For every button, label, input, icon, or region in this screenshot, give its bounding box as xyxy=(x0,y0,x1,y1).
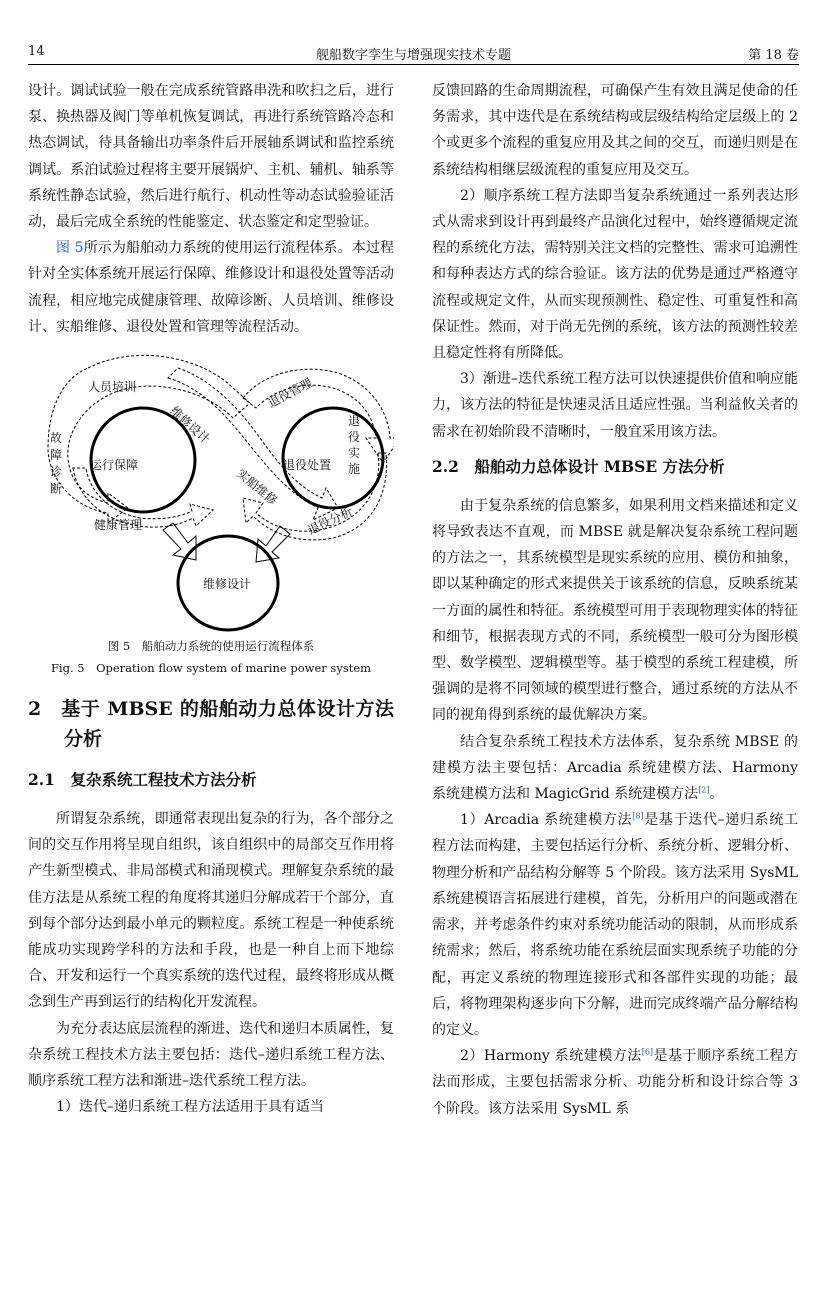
figure-reference-link[interactable]: 图 5 xyxy=(56,240,84,257)
subsection-heading: 2.1 复杂系统工程技术方法分析 xyxy=(28,770,257,790)
citation-link[interactable]: [6] xyxy=(641,1047,654,1057)
down-arrow-right xyxy=(256,526,290,562)
subsection-heading: 2.2 船舶动力总体设计 MBSE 方法分析 xyxy=(432,456,725,476)
paragraph-text: 是基于顺序系统工程方法而形成，主要包括需求分析、功能分析和设计综合等 3 个阶段。该方法采用 SysML 系 xyxy=(432,1048,798,1117)
paragraph: 由于复杂系统的信息繁多，如果利用文档来描述和定义将导致表达不直观，而 MBSE 就是解决复杂系统工程问题的方法之一，其系统模型是现实系统的应用、模仿和抽象，即以某种确定的形式来提供关于该系统的信息，反映系统某一方面的属性和特征。系统模型可用于表现物理实体的特征和细节，根据表现方式的不同，系统模型一般可分为图形模型、数学模型、逻辑模型等。基于模型的系统工程建模，所强调的是将不同领域的模型进行整合，通过系统的方法从不同的视角得到系统的最优解决方案。 xyxy=(432,497,798,724)
paragraph-text: 所示为船舶动力系统的使用运行流程体系。本过程针对全实体系统开展运行保障、维修设计和退役处置等活动流程，相应地完成健康管理、故障诊断、人员培训、维修设计、实船维修、退役处置和管理等流程活动。 xyxy=(28,240,394,335)
paragraph-text: 1）Arcadia 系统建模方法 xyxy=(460,812,633,829)
paragraph-text: 。 xyxy=(709,786,724,803)
fig-label-retire-management: 退役管理 xyxy=(265,375,315,411)
paragraph: 反馈回路的生命周期流程，可确保产生有效且满足使命的任务需求，其中迭代是在系统结构或层级结构给定层级上的 2 个或更多个流程的重复应用及其之间的交互，而递归则是在系统结构相继层级流程的重复应用及交互。 xyxy=(432,83,798,178)
left-outer-arrow xyxy=(48,355,250,523)
fig-label-maintenance-design: 维修设计 xyxy=(203,577,252,592)
citation-link[interactable]: [2] xyxy=(698,785,710,795)
fig-label-maintenance-design-arrow: 维修设计 xyxy=(167,403,213,447)
figure-5 xyxy=(28,348,394,688)
figure-caption-cn: 图 5 船舶动力系统的使用运行流程体系 xyxy=(107,639,315,654)
page-number: 14 xyxy=(28,44,45,59)
paragraph-text: 是基于迭代–递归系统工程方法而构建，主要包括运行分析、系统分析、逻辑分析、物理分析和产品结构分解等 5 个阶段。该方法采用 SysML 系统建模语言拓展进行建模，首先，分析用户的问题或潜在需求，并考虑条件约束对系统功能活动的限制，从而形成系统需求；然后，将系统功能在系统层面实现系统子功能的分配，再定义系统的物理连接形式和各部件实现的功能；最后，将物理架构逐步向下分解，进而完成终端产品分解结构的定义。 xyxy=(432,812,798,1038)
page-header xyxy=(28,42,799,65)
fig-label-retire-disposal: 退役处置 xyxy=(283,458,332,473)
fig-label-retire-implementation: 退役实施 xyxy=(348,414,361,477)
figure-caption-en: Fig. 5 Operation flow system of marine power system xyxy=(50,661,372,676)
paragraph-text: 结合复杂系统工程技术方法体系，复杂系统 MBSE 的建模方法主要包括：Arcadia 系统建模方法、Harmony 系统建模方法和 MagicGrid 系统建模方法 xyxy=(432,733,798,803)
retire-management-arrow xyxy=(243,369,394,463)
paragraph: 3）渐进–迭代系统工程方法可以快速提供价值和响应能力，该方法的特征是快速灵活且适应性强。当利益攸关者的需求在初始阶段不清晰时，一般宜采用该方法。 xyxy=(432,371,798,440)
down-arrow-left xyxy=(163,523,196,560)
volume-label: 第 18 卷 xyxy=(748,48,799,63)
right-column xyxy=(432,78,798,1122)
fig-label-health-management: 健康管理 xyxy=(94,518,143,533)
paragraph: 为充分表达底层流程的渐进、迭代和递归本质属性，复杂系统工程技术方法主要包括：迭代–递归系统工程方法、顺序系统工程方法和渐进–迭代系统工程方法。 xyxy=(28,1020,394,1090)
left-column xyxy=(28,78,394,1120)
section-heading: 2 基于 MBSE 的船舶动力总体设计方法分析 xyxy=(28,698,394,751)
paragraph: 设计。调试试验一般在完成系统管路串洗和吹扫之后，进行泵、换热器及阀门等单机恢复调试，再进行系统管路冷态和热态调试，待具备输出功率条件后开展轴系调试和监控系统调试。系泊试验过程将主要开展锅炉、主机、辅机、轴系等系统性静态试验，然后进行航行、机动性等动态试验验证活动，最后完成全系统的性能鉴定、状态鉴定和定型验证。 xyxy=(28,83,394,231)
fig-label-retire-analysis: 退役分析 xyxy=(305,504,355,538)
fig-label-ship-maintenance: 实船维修 xyxy=(234,466,280,508)
paragraph: 所谓复杂系统，即通常表现出复杂的行为，各个部分之间的交互作用将呈现自组织，该自组织中的局部交互作用将产生新型模式、非局部模式和涌现模式。理解复杂系统的最佳方法是从系统工程的角度将其递归分解成若干个部分，直到每个部分达到最小单元的颗粒度。系统工程是一种使系统能成功实现跨学科的方法和手段，也是一种自上而下地综合、开发和运行一个真实系统的迭代过程，最终将形成从概念到生产再到运行的结构化开发流程。 xyxy=(28,811,394,1011)
journal-title: 舰船数字孪生与增强现实技术专题 xyxy=(315,48,511,63)
fig-label-operation-support: 运行保障 xyxy=(90,458,139,473)
paragraph: 2）顺序系统工程方法即当复杂系统通过一系列表达形式从需求到设计再到最终产品演化过程中，始终遵循规定流程的系统化方法，需特别关注文档的完整性、需求可追溯性和每种表达方式的综合验证。该方法的优势是通过严格遵守流程或规定文件，从而实现预测性、稳定性、可重复性和高保证性。然而，对于尚无先例的系统，该方法的预测性较差且稳定性将有所降低。 xyxy=(432,187,798,362)
paragraph xyxy=(432,1043,798,1122)
paragraph-text: 2）Harmony 系统建模方法 xyxy=(460,1048,642,1065)
fig-label-personnel-training: 人员培训 xyxy=(88,380,137,395)
paragraph xyxy=(432,729,798,808)
fig-label-fault-diagnosis: 故障诊断 xyxy=(50,431,63,497)
paragraph xyxy=(432,807,798,1043)
paragraph xyxy=(28,235,394,340)
paragraph: 1）迭代–递归系统工程方法适用于具有适当 xyxy=(56,1099,324,1116)
citation-link[interactable]: [8] xyxy=(632,811,644,821)
